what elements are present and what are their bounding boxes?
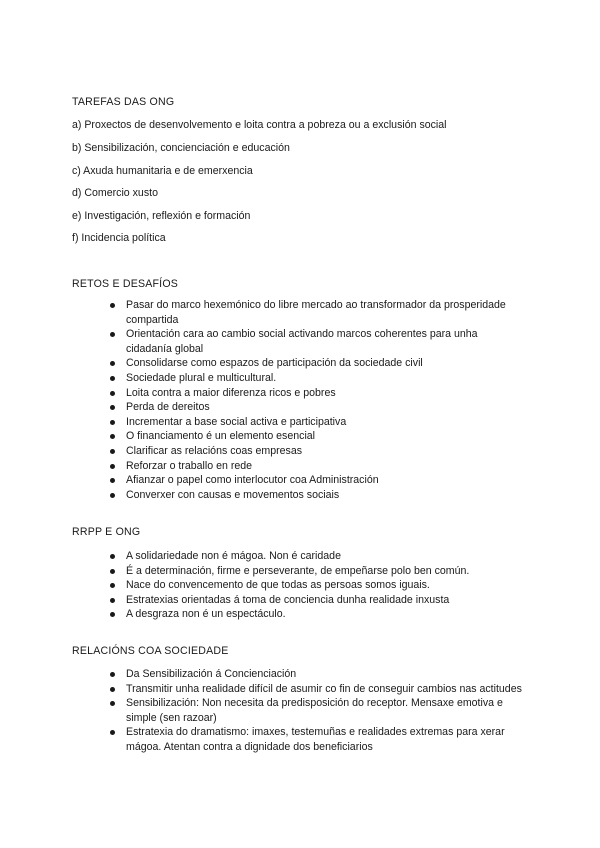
tarefa-item: e) Investigación, reflexión e formación (72, 210, 251, 222)
list-item: Consolidarse como espazos de participación da sociedade civil (0, 356, 526, 371)
section-title-retos: RETOS E DESAFÍOS (72, 278, 179, 290)
tarefa-item: f) Incidencia política (72, 232, 166, 244)
list-item: Sociedade plural e multicultural. (0, 371, 526, 386)
list-item: Incrementar a base social activa e participativa (0, 415, 526, 430)
list-item: Reforzar o traballo en rede (0, 459, 526, 474)
list-item: É a determinación, firme e perseverante, de empeñarse polo ben común. (0, 564, 526, 579)
list-item: Da Sensibilización á Concienciación (0, 667, 526, 682)
list-item: A desgraza non é un espectáculo. (0, 607, 526, 622)
list-item: Nace do convencemento de que todas as persoas somos iguais. (0, 578, 526, 593)
tarefa-item: b) Sensibilización, concienciación e educación (72, 142, 290, 154)
section-title-tarefas: TAREFAS DAS ONG (72, 96, 175, 108)
list-item: Sensibilización: Non necesita da predisposición do receptor. Mensaxe emotiva e simple (sen razoar) (0, 696, 526, 725)
relacions-list (0, 667, 600, 755)
section-title-rrpp: RRPP E ONG (72, 526, 141, 538)
list-item: Converxer con causas e movementos sociais (0, 488, 526, 503)
section-title-relacions: RELACIÓNS COA SOCIEDADE (72, 645, 229, 657)
list-item: Clarificar as relacións coas empresas (0, 444, 526, 459)
list-item: Pasar do marco hexemónico do libre mercado ao transformador da prosperidade compartida (0, 298, 526, 327)
list-item: Estratexias orientadas á toma de conciencia dunha realidade inxusta (0, 593, 526, 608)
list-item: O financiamento é un elemento esencial (0, 429, 526, 444)
list-item: Loita contra a maior diferenza ricos e pobres (0, 386, 526, 401)
list-item: Transmitir unha realidade difícil de asumir co fin de conseguir cambios nas actitudes (0, 682, 526, 697)
tarefa-item: c) Axuda humanitaria e de emerxencia (72, 165, 253, 177)
list-item: Afianzar o papel como interlocutor coa Administración (0, 473, 526, 488)
tarefa-item: d) Comercio xusto (72, 187, 158, 199)
list-item: A solidariedade non é mágoa. Non é caridade (0, 549, 526, 564)
rrpp-list (0, 549, 600, 622)
list-item: Orientación cara ao cambio social activando marcos coherentes para unha cidadanía global (0, 327, 526, 356)
tarefa-item: a) Proxectos de desenvolvemento e loita contra a pobreza ou a exclusión social (72, 119, 447, 131)
list-item: Estratexia do dramatismo: imaxes, testemuñas e realidades extremas para xerar mágoa. Atentan contra a dignidade dos beneficiarios (0, 725, 526, 754)
retos-list (0, 298, 600, 502)
list-item: Perda de dereitos (0, 400, 526, 415)
